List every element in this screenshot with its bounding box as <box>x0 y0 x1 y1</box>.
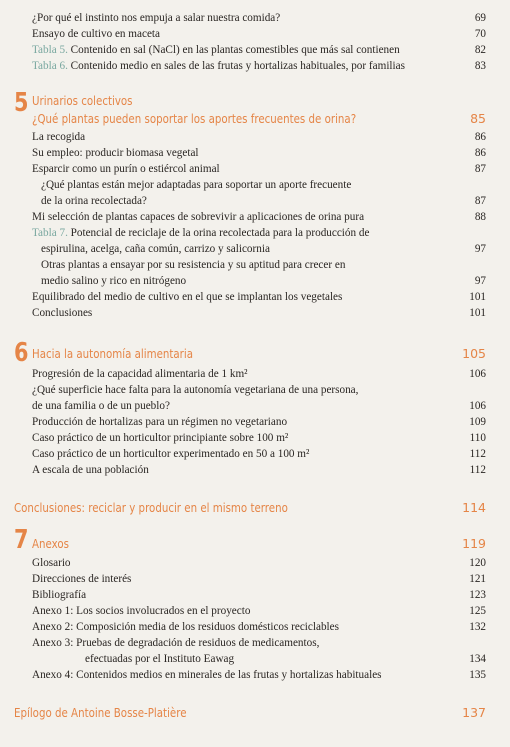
chapter-number: 6 <box>14 338 29 368</box>
chapter-number: 7 <box>14 525 29 555</box>
table-label: Tabla 7. <box>32 227 68 239</box>
table-label: Tabla 6. <box>32 60 68 72</box>
table-label: Tabla 5. <box>32 44 68 56</box>
chapter-number: 5 <box>14 88 29 118</box>
table-of-contents-page: ¿Por qué el instinto nos empuja a salar nuestra comida? 69 Ensayo de cultivo en maceta 70 Tabla 5. Contenido en sal (NaCl) en las plantas comestibles que más sal contienen 82 Tabla 6. Contenido medio en sales de las frutas y hortalizas habituales, por familias 83 5 Urinarios colectivos ¿Qué plantas pueden soportar los aportes frecuentes de orina? 85 La recogida 86 Su empleo: producir biomasa vegetal 86 Esparcir como un purín o estiércol animal 87 ¿Qué plantas están mejor adaptadas para soportar un aporte frecuente de la orina recolectada? 87 Mi selección de plantas capaces de sobrevivir a aplicaciones de orina pura 88 Tabla 7. Potencial de reciclaje de la orina recolectada para la producción de espirulina, acelga, caña común, carrizo y salicornia 97 Otras plantas a ensayar por su resistencia y su aptitud para crecer en medio salino y rico en nitrógeno 97 Equilibrado del medio de cultivo en el que se implantan los vegetales 101 Conclusiones 101 6 Hacia la autonomía alimentaria 105 Progresión de la capacidad alimentaria de 1 km² 106 ¿Qué superficie hace falta para la autonomía vegetariana de una persona, de una familia o de un pueblo? 106 Producción de hortalizas para un régimen no vegetariano 109 Caso práctico de un horticultor principiante sobre 100 m² 110 Caso práctico de un horticultor experimentado en 50 a 100 m² 112 A escala de una población 112 Conclusiones: reciclar y producir en el mismo terreno 114 7 Anexos 119 Glosario 120 Direcciones de interés 121 Bibliografía 123 Anexo 1: Los socios involucrados en el proyecto 125 Anexo 2: Composición media de los residuos domésticos reciclables 132 Anexo 3: Pruebas de degradación de residuos de medicamentos, efectuadas por el Instituto Eawag 134 Anexo 4: Contenidos medios en minerales de las frutas y hortalizas habituales 135 Epílogo de Antoine Bosse-Platière 137 <box>14 12 486 720</box>
